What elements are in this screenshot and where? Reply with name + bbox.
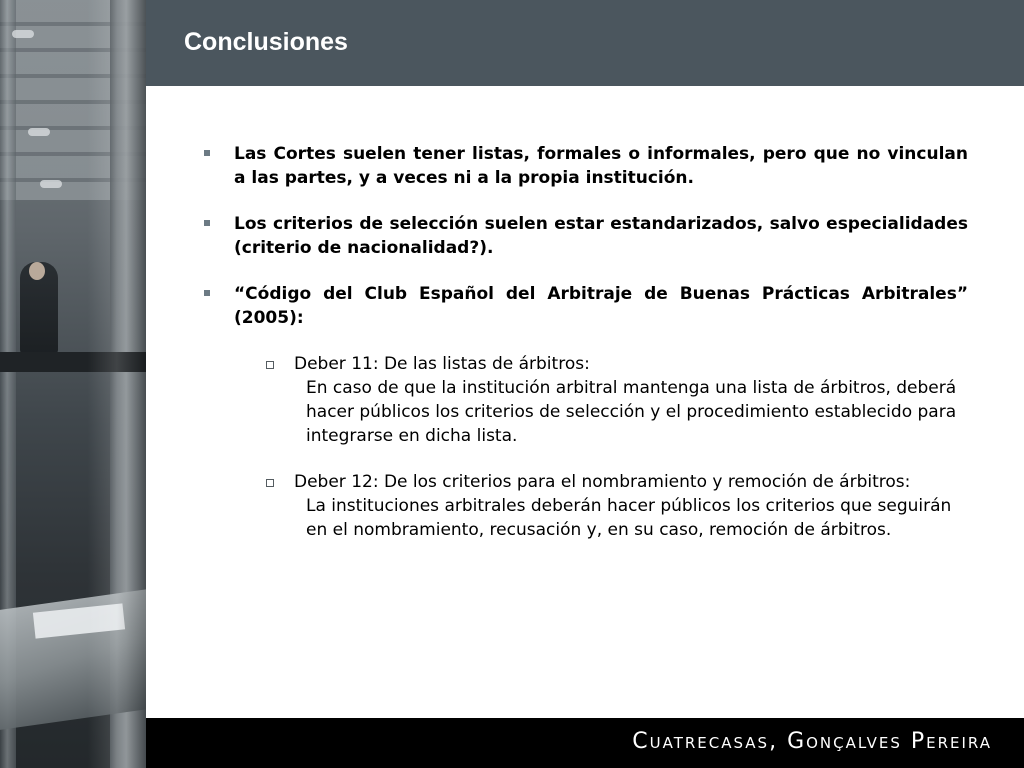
- sub-bullet-heading: Deber 12: De los criterios para el nombramiento y remoción de árbitros:: [294, 472, 911, 492]
- slide-title: Conclusiones: [184, 28, 348, 56]
- hollow-square-bullet-icon: [266, 361, 274, 369]
- office-photo: [0, 0, 146, 768]
- bullet-text: Las Cortes suelen tener listas, formales o informales, pero que no vinculan a las partes, y a veces ni a la propia institución.: [234, 144, 968, 188]
- brand-logo-text: Cuatrecasas, Gonçalves Pereira: [632, 729, 992, 754]
- sub-bullet-heading: Deber 11: De las listas de árbitros:: [294, 354, 590, 374]
- sub-bullet-item: [266, 352, 968, 448]
- bullet-text: Los criterios de selección suelen estar estandarizados, salvo especialidades (criterio de nacionalidad?).: [234, 214, 968, 258]
- square-bullet-icon: [204, 150, 210, 156]
- slide-header: [146, 0, 1024, 86]
- bullet-item: [200, 142, 968, 190]
- square-bullet-icon: [204, 290, 210, 296]
- sub-bullet-text: En caso de que la institución arbitral mantenga una lista de árbitros, deberá hacer públicos los criterios de selección y el procedimiento establecido para integrarse en dicha lista.: [306, 378, 957, 446]
- slide-content: [200, 142, 968, 564]
- bullet-item: [200, 212, 968, 260]
- photo-shine: [0, 0, 146, 768]
- hollow-square-bullet-icon: [266, 479, 274, 487]
- sub-bullet-text: La instituciones arbitrales deberán hacer públicos los criterios que seguirán en el nombramiento, recusación y, en su caso, remoción de árbitros.: [306, 496, 952, 540]
- bullet-text: “Código del Club Español del Arbitraje de Buenas Prácticas Arbitrales” (2005):: [234, 284, 968, 328]
- sub-bullet-item: [266, 470, 968, 542]
- bullet-item: [200, 282, 968, 330]
- slide-footer: [146, 718, 1024, 768]
- square-bullet-icon: [204, 220, 210, 226]
